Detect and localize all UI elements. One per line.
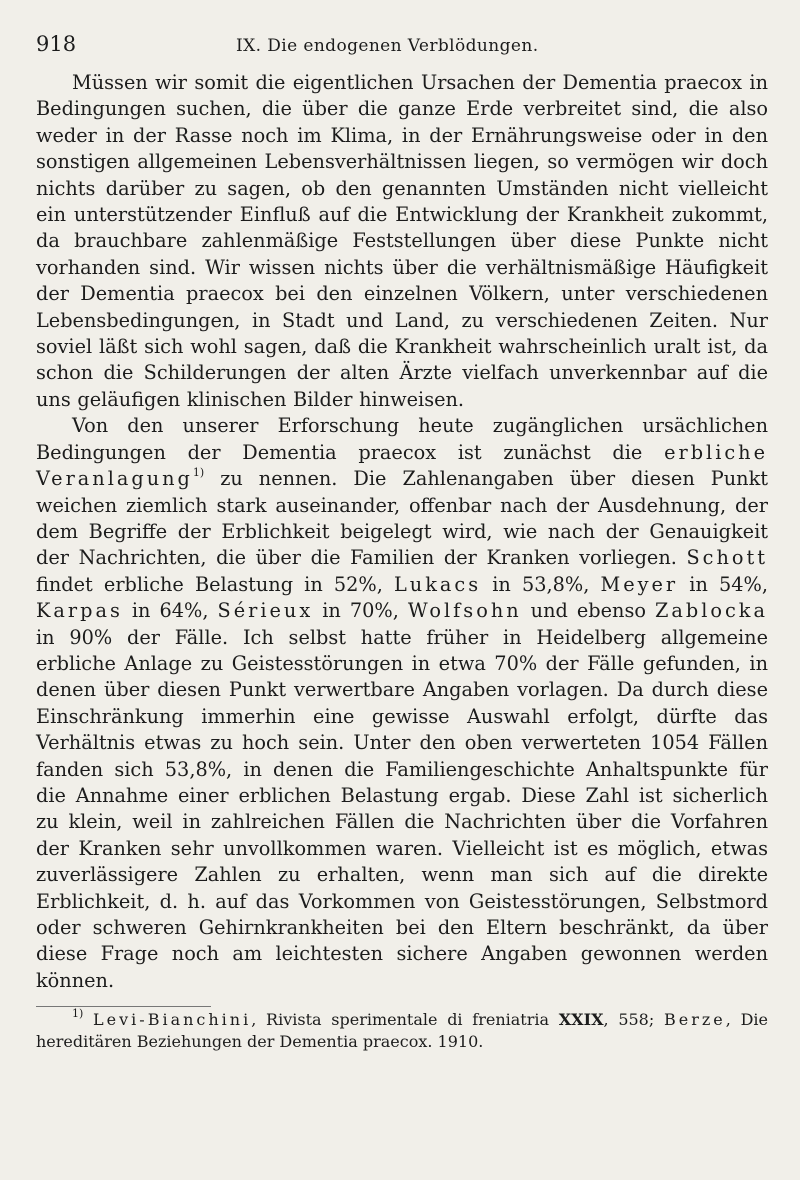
footnote-volume: XXIX [558, 1010, 604, 1030]
footnote-author: Levi-Bianchini [93, 1010, 252, 1030]
footnote-ref-wrap [36, 1006, 93, 1029]
footnote-number: 1) [72, 1006, 84, 1020]
page-header [36, 30, 768, 60]
paragraph-2 [36, 413, 768, 994]
paragraph-2-text: in 53,8%, [481, 572, 601, 596]
emphasized-term: erbliche Veranlagung [36, 440, 768, 491]
running-title: IX. Die endogenen Verblödungen. [236, 36, 539, 56]
paragraph-2-text: in 90% der Fälle. Ich selbst hatte früher in Heidelberg allgemeine erbliche Anlage zu Geistesstörungen in etwa 70% der Fälle gefunden, in denen über diesen Punkt verwertbare Angaben vorlagen. Da durch diese Einschränkung immerhin eine gewisse Auswahl erfolgt, dürfte das Verhältnis etwas zu hoch sein. Unter den oben verwerteten 1054 Fällen fanden sich 53,8%, in denen die Familiengeschichte Anhaltspunkte für die Annahme einer erblichen Belastung ergab. Diese Zahl ist sicherlich zu klein, weil in zahlreichen Fällen die Nachrichten über die Vorfahren der Kranken sehr unvollkommen waren. Vielleicht ist es möglich, etwas zuverlässigere Zahlen zu erhalten, wenn man sich auf die direkte Erblichkeit, d. h. auf das Vorkommen von Geistesstörungen, Selbstmord oder schweren Gehirnkrankheiten bei den Eltern beschränkt, da über diese Frage noch am leichtesten sichere Angaben gewonnen werden können. [36, 625, 768, 992]
footnote [36, 1006, 768, 1053]
author-name: Sérieux [217, 599, 314, 623]
footnote-text: , 558; [603, 1010, 664, 1030]
footnote-divider [36, 1006, 211, 1007]
footnote-text: , Rivista sperimentale di freniatria [251, 1010, 559, 1030]
author-name: Lukacs [394, 572, 482, 596]
author-name: Karpas [36, 599, 123, 623]
footnote-text: , Die hereditären Beziehungen der Dementia praecox. 1910. [36, 1010, 768, 1052]
paragraph-2-text: in 54%, [678, 572, 768, 596]
paragraph-2-text: in 64%, [122, 599, 218, 623]
paragraph-2-text: zu nennen. Die Zahlenangaben über diesen Punkt weichen ziemlich stark auseinander, offenbar nach der Ausdehnung, der dem Begriffe der Erblichkeit beigelegt wird, wie nach der Genauigkeit der Nachrichten, die über die Familien der Kranken vorliegen. [36, 467, 768, 570]
body-text [36, 70, 768, 994]
paragraph-2-text: Von den unserer Erforschung heute zugänglichen ursächlichen Bedingungen der Dementia praecox ist zunächst die [36, 414, 768, 464]
footnote-author: Berze [663, 1010, 726, 1030]
author-name: Schott [686, 546, 768, 570]
paragraph-2-text: findet erbliche Belastung in 52%, [36, 572, 394, 596]
author-name: Meyer [600, 572, 679, 596]
page-number: 918 [36, 32, 77, 56]
paragraph-1: Müssen wir somit die eigentlichen Ursachen der Dementia praecox in Bedingungen suchen, die über die ganze Erde verbreitet sind, die also weder in der Rasse noch im Klima, in der Ernährungsweise oder in den sonstigen allgemeinen Lebensverhältnissen liegen, so vermögen wir doch nichts darüber zu sagen, ob den genannten Umständen nicht vielleicht ein unterstützender Einfluß auf die Entwicklung der Krankheit zukommt, da brauchbare zahlenmäßige Feststellungen über diese Punkte nicht vorhanden sind. Wir wissen nichts über die verhältnismäßige Häufigkeit der Dementia praecox bei den einzelnen Völkern, unter verschiedenen Lebensbedingungen, in Stadt und Land, zu verschiedenen Zeiten. Nur soviel läßt sich wohl sagen, daß die Krankheit wahrscheinlich uralt ist, da schon die Schilderungen der alten Ärzte vielfach unverkennbar auf die uns geläufigen klinischen Bilder hinweisen. [36, 71, 768, 411]
paragraph-2-text: in 70%, [313, 599, 408, 623]
author-name: Zablocka [655, 599, 768, 623]
paragraph-2-text: und ebenso [521, 599, 655, 623]
footnote-marker[interactable]: 1) [192, 465, 205, 479]
author-name: Wolfsohn [407, 599, 522, 623]
